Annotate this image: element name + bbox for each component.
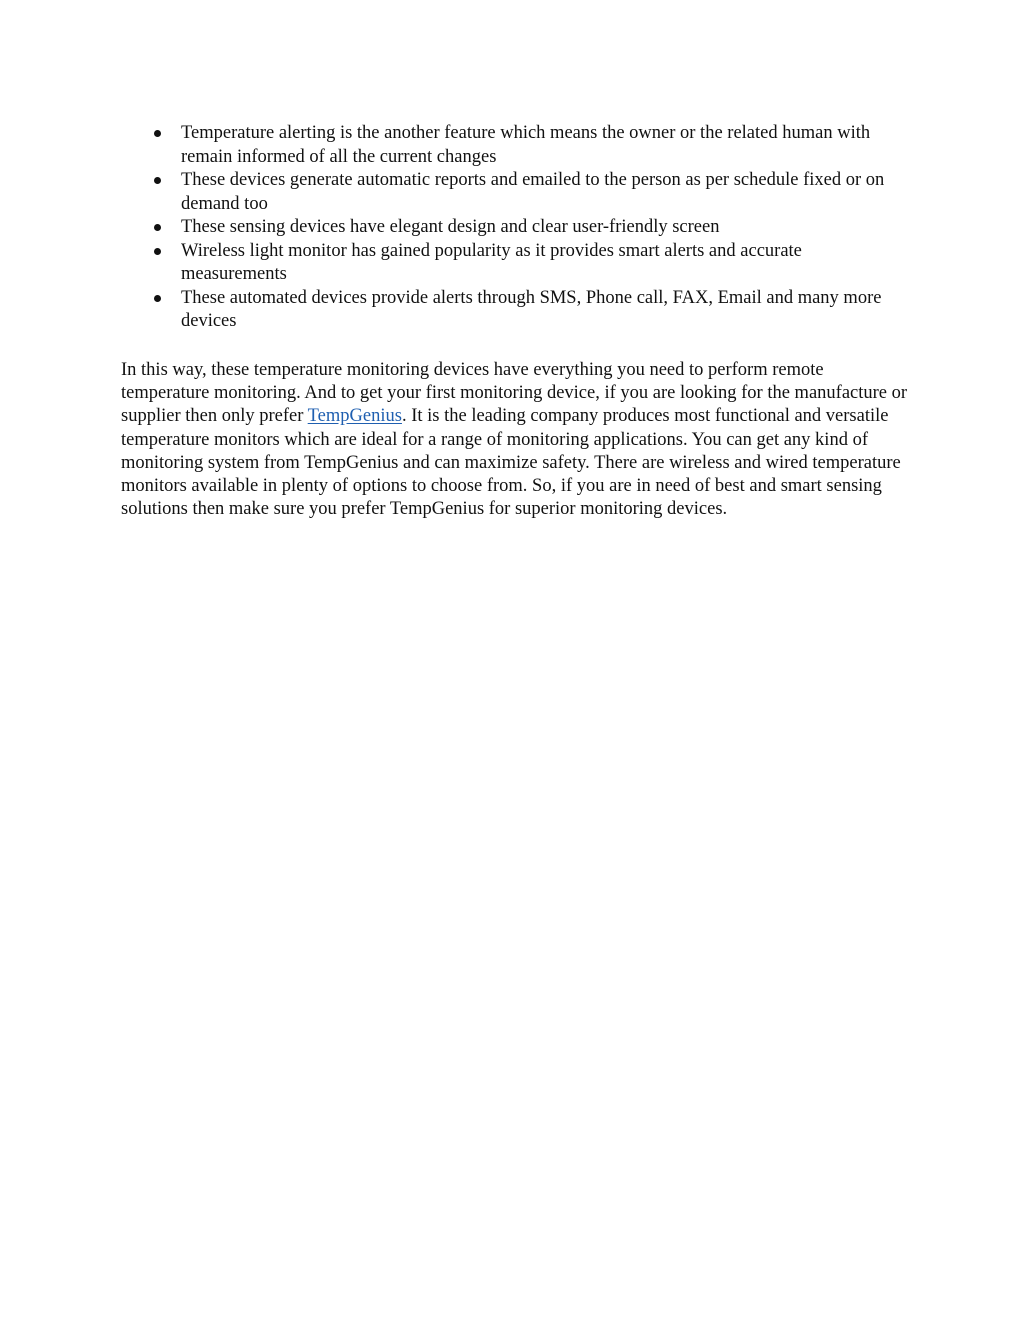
summary-paragraph — [121, 359, 911, 521]
bullet-text: Temperature alerting is the another feature which means the owner or the related human with remain informed of all the current changes — [181, 123, 871, 167]
bullet-dot-icon — [154, 248, 161, 255]
bullet-dot-icon — [154, 130, 161, 137]
bullet-item — [150, 169, 910, 216]
bullet-item — [150, 216, 910, 240]
bullet-dot-icon — [154, 177, 161, 184]
tempgenius-link[interactable]: TempGenius — [307, 406, 402, 427]
bullet-text: These devices generate automatic reports and emailed to the person as per schedule fixed or on demand too — [181, 170, 885, 214]
bullet-item — [150, 122, 910, 169]
paragraph-text-before-link: In this way, these temperature monitoring devices have everything you need to perform remote temperature monitoring. And to get your first monitoring device, if you are looking for the manufacture or supplier then only prefer — [121, 360, 908, 427]
paragraph-text-after-link: . It is the leading company produces most functional and versatile temperature monitors which are ideal for a range of monitoring applications. You can get any kind of monitoring system from TempGenius and can maximize safety. There are wireless and wired temperature monitors available in plenty of options to choose from. So, if you are in need of best and smart sensing solutions then make sure you prefer TempGenius for superior monitoring devices. — [121, 406, 901, 520]
bullet-item — [150, 287, 910, 334]
bullet-item — [150, 240, 910, 287]
feature-bullet-list — [150, 122, 910, 334]
bullet-dot-icon — [154, 224, 161, 231]
bullet-dot-icon — [154, 295, 161, 302]
bullet-text: Wireless light monitor has gained popularity as it provides smart alerts and accurate measurements — [181, 240, 802, 284]
bullet-text: These automated devices provide alerts through SMS, Phone call, FAX, Email and many more devices — [181, 287, 882, 331]
bullet-text: These sensing devices have elegant design and clear user-friendly screen — [181, 217, 720, 237]
